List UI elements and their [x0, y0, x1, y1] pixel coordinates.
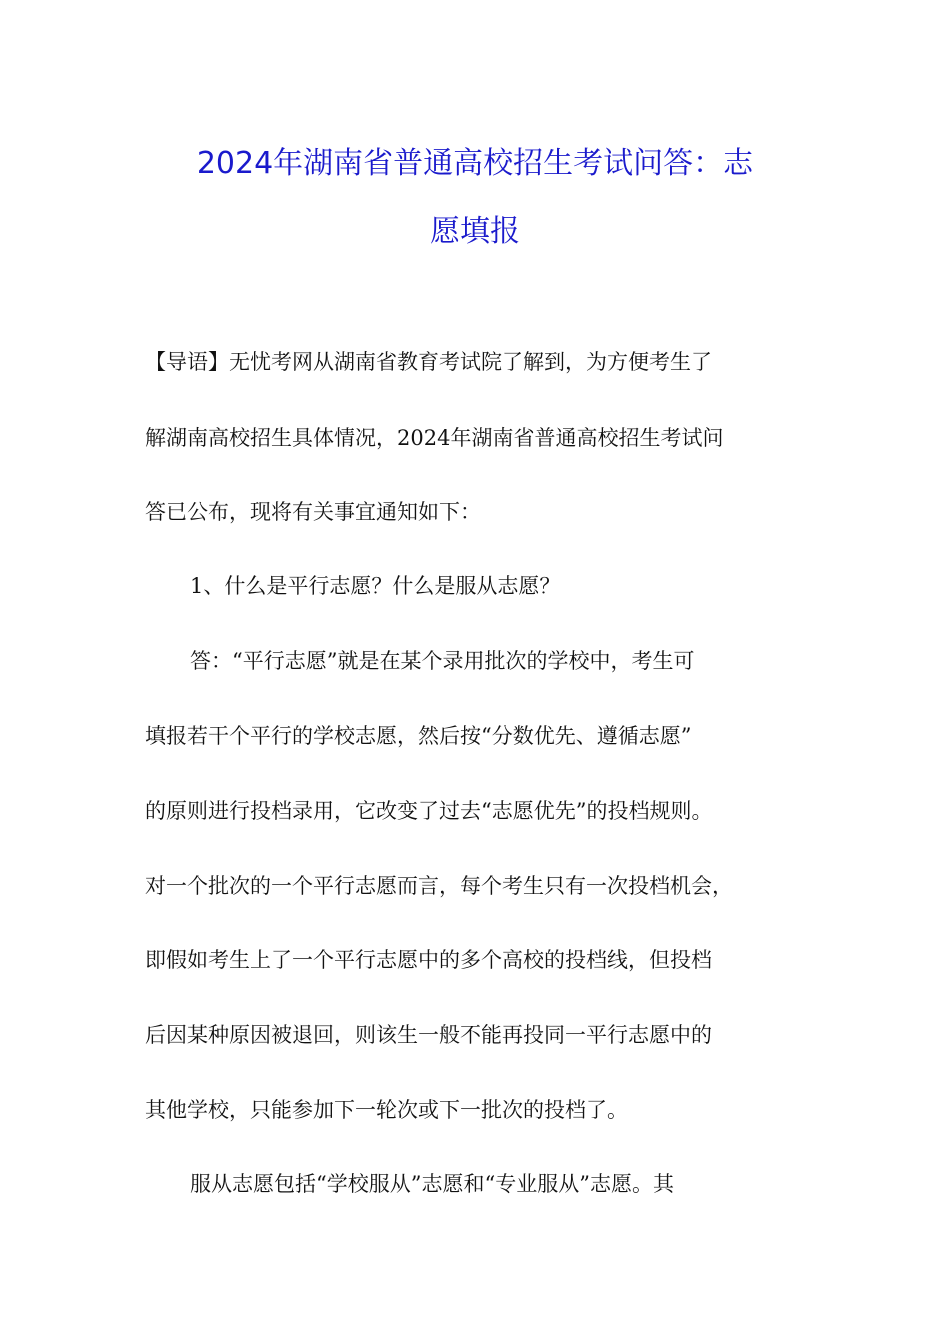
answer-line-5: 即假如考生上了一个平行志愿中的多个高校的投档线，但投档 [145, 948, 712, 972]
paragraph-service-line-1: 服从志愿包括“学校服从”志愿和“专业服从”志愿。其 [190, 1172, 674, 1196]
intro-line-1: 【导语】无忧考网从湖南省教育考试院了解到，为方便考生了 [145, 350, 712, 374]
document-title-line-2: 愿填报 [430, 214, 520, 249]
answer-line-4: 对一个批次的一个平行志愿而言，每个考生只有一次投档机会， [145, 874, 733, 898]
question-heading: 1、什么是平行志愿？什么是服从志愿？ [190, 574, 561, 598]
document-title-line-1: 2024年湖南省普通高校招生考试问答：志 [196, 146, 754, 181]
answer-line-7: 其他学校，只能参加下一轮次或下一批次的投档了。 [145, 1098, 628, 1122]
intro-line-2: 解湖南高校招生具体情况，2024年湖南省普通高校招生考试问 [145, 426, 724, 450]
answer-line-1: 答：“平行志愿”就是在某个录用批次的学校中，考生可 [190, 649, 695, 673]
answer-line-2: 填报若干个平行的学校志愿，然后按“分数优先、遵循志愿” [145, 724, 692, 748]
answer-line-3: 的原则进行投档录用，它改变了过去“志愿优先”的投档规则。 [145, 799, 713, 823]
intro-line-3: 答已公布，现将有关事宜通知如下： [145, 500, 481, 524]
answer-line-6: 后因某种原因被退回，则该生一般不能再投同一平行志愿中的 [145, 1023, 712, 1047]
